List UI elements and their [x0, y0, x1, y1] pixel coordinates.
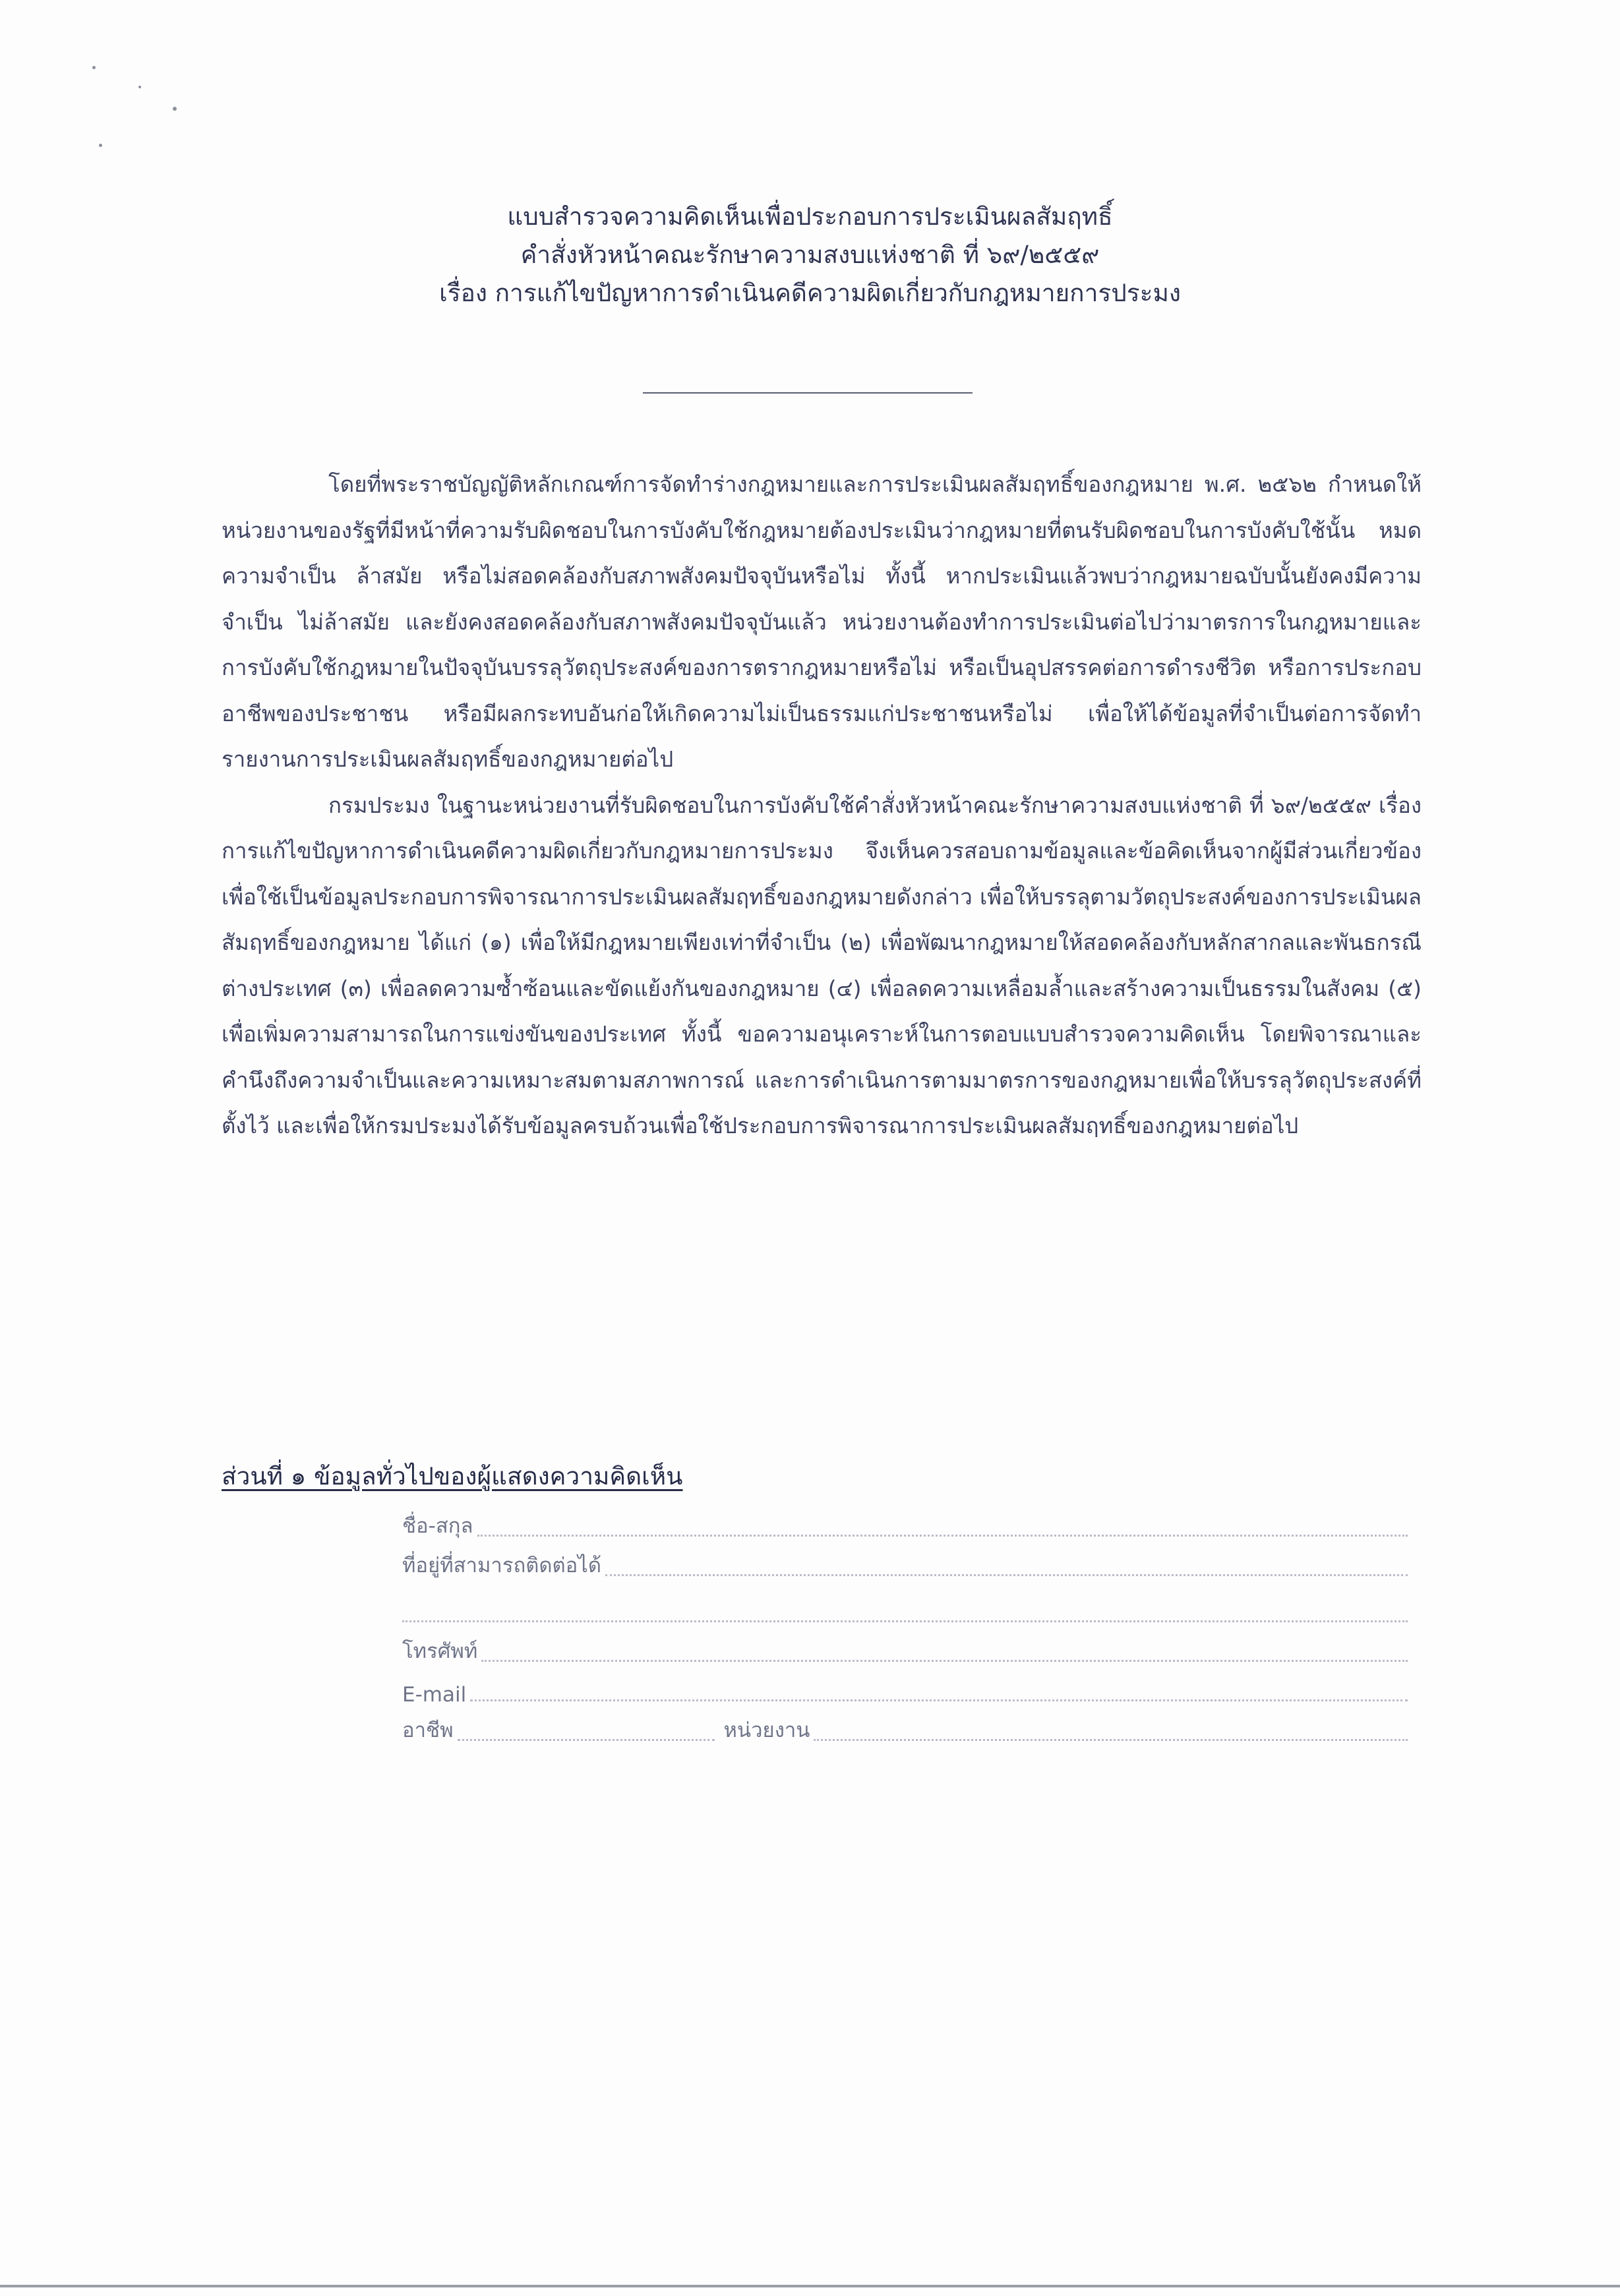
scan-speck — [92, 66, 96, 69]
scan-speck — [99, 144, 102, 147]
header-title: แบบสำรวจความคิดเห็นเพื่อประกอบการประเมินผลสัมฤทธิ์ — [507, 202, 1113, 231]
section-1-title: ส่วนที่ ๑ ข้อมูลทั่วไปของผู้แสดงความคิดเห็น — [222, 1462, 683, 1490]
header-order-reference: คำสั่งหัวหน้าคณะรักษาความสงบแห่งชาติ ที่ ๖๙/๒๕๕๙ — [520, 241, 1100, 269]
header-subject: เรื่อง การแก้ไขปัญหาการดำเนินคดีความผิดเกี่ยวกับกฎหมายการประมง — [439, 279, 1181, 307]
form-row-name — [402, 1506, 1408, 1546]
agency-field[interactable] — [814, 1739, 1408, 1741]
address-label: ที่อยู่ที่สามารถติดต่อได้ — [402, 1554, 601, 1577]
phone-label: โทรศัพท์ — [402, 1639, 478, 1663]
email-field[interactable] — [470, 1699, 1408, 1701]
form-row-phone — [402, 1632, 1408, 1671]
form-row-address — [402, 1546, 1408, 1585]
email-label: E-mail — [402, 1683, 467, 1707]
respondent-info-form — [402, 1506, 1408, 1750]
address-field-line-2[interactable] — [402, 1620, 1408, 1622]
name-field[interactable] — [477, 1535, 1408, 1537]
document-body — [222, 461, 1422, 1149]
paragraph-purpose: กรมประมง ในฐานะหน่วยงานที่รับผิดชอบในการบังคับใช้คำสั่งหัวหน้าคณะรักษาความสงบแห่งชาติ ที่ ๖๙/๒๕๕๙ เรื่อง การแก้ไขปัญหาการดำเนินคดีความผิดเกี่ยวกับกฎหมายการประมง จึงเห็นควรสอบถามข้อมูลและข้อคิดเห็นจากผู้มีส่วนเกี่ยวข้อง เพื่อใช้เป็นข้อมูลประกอบการพิจารณาการประเมินผลสัมฤทธิ์ของกฎหมายดังกล่าว เพื่อให้บรรลุตามวัตถุประสงค์ของการประเมินผลสัมฤทธิ์ของกฎหมาย ได้แก่ (๑) เพื่อให้มีกฎหมายเพียงเท่าที่จำเป็น (๒) เพื่อพัฒนากฎหมายให้สอดคล้องกับหลักสากลและพันธกรณีต่างประเทศ (๓) เพื่อลดความซ้ำซ้อนและขัดแย้งกันของกฎหมาย (๔) เพื่อลดความเหลื่อมล้ำและสร้างความเป็นธรรมในสังคม (๕) เพื่อเพิ่มความสามารถในการแข่งขันของประเทศ ทั้งนี้ ขอความอนุเคราะห์ในการตอบแบบสำรวจความคิดเห็น โดยพิจารณาและคำนึงถึงความจำเป็นและความเหมาะสมตามสภาพการณ์ และการดำเนินการตามมาตรการของกฎหมายเพื่อให้บรรลุวัตถุประสงค์ที่ตั้งไว้ และเพื่อให้กรมประมงได้รับข้อมูลครบถ้วนเพื่อใช้ประกอบการพิจารณาการประเมินผลสัมฤทธิ์ของกฎหมายต่อไป — [222, 792, 1422, 1138]
scan-bottom-edge — [0, 2285, 1620, 2287]
form-row-email — [402, 1671, 1408, 1711]
name-label: ชื่อ-สกุล — [402, 1514, 473, 1538]
scan-speck — [138, 86, 141, 88]
header-divider — [643, 392, 973, 394]
paragraph-intro: โดยที่พระราชบัญญัติหลักเกณฑ์การจัดทำร่างกฎหมายและการประเมินผลสัมฤทธิ์ของกฎหมาย พ.ศ. ๒๕๖๒ กำหนดให้หน่วยงานของรัฐที่มีหน้าที่ความรับผิดชอบในการบังคับใช้กฎหมายต้องประเมินว่ากฎหมายที่ตนรับผิดชอบในการบังคับใช้นั้น หมดความจำเป็น ล้าสมัย หรือไม่สอดคล้องกับสภาพสังคมปัจจุบันหรือไม่ ทั้งนี้ หากประเมินแล้วพบว่ากฎหมายฉบับนั้นยังคงมีความจำเป็น ไม่ล้าสมัย และยังคงสอดคล้องกับสภาพสังคมปัจจุบันแล้ว หน่วยงานต้องทำการประเมินต่อไปว่ามาตรการในกฎหมายและการบังคับใช้กฎหมายในปัจจุบันบรรลุวัตถุประสงค์ของการตรากฎหมายหรือไม่ หรือเป็นอุปสรรคต่อการดำรงชีวิต หรือการประกอบอาชีพของประชาชน หรือมีผลกระทบอันก่อให้เกิดความไม่เป็นธรรมแก่ประชาชนหรือไม่ เพื่อให้ได้ข้อมูลที่จำเป็นต่อการจัดทำรายงานการประเมินผลสัมฤทธิ์ของกฎหมายต่อไป — [222, 471, 1422, 772]
occupation-field[interactable] — [458, 1739, 715, 1741]
occupation-label: อาชีพ — [402, 1719, 454, 1742]
phone-field[interactable] — [481, 1660, 1408, 1662]
form-row-address-continued — [402, 1585, 1408, 1632]
document-header — [0, 198, 1620, 312]
agency-label: หน่วยงาน — [723, 1719, 810, 1742]
address-field[interactable] — [605, 1574, 1408, 1576]
form-row-occupation — [402, 1711, 1408, 1750]
scan-speck — [173, 107, 177, 111]
